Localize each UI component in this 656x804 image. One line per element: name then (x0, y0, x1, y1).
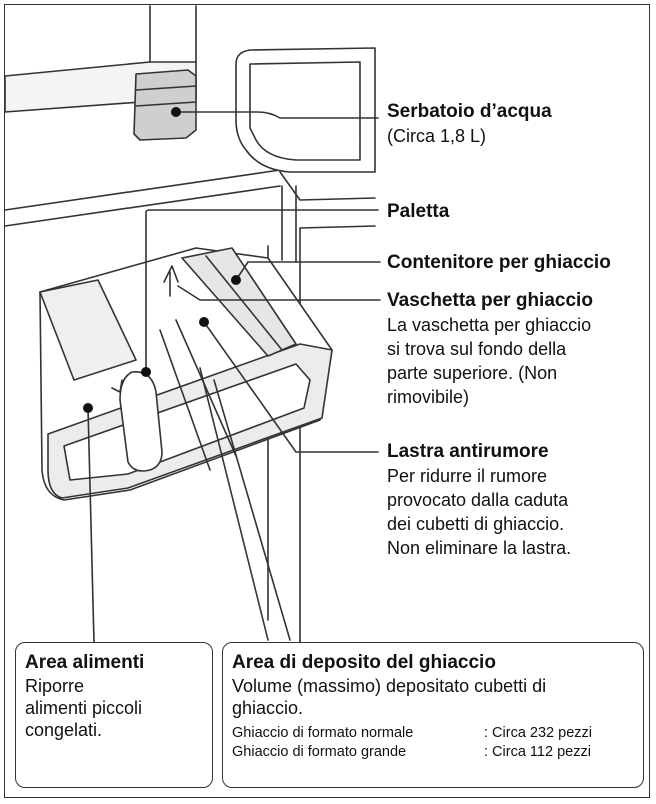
spec-row (232, 724, 634, 743)
lastra-title: Lastra antirumore (387, 441, 549, 462)
callout-area-alimenti (15, 642, 213, 788)
contenitore-title: Contenitore per ghiaccio (387, 252, 611, 273)
upper-door-frame (150, 6, 196, 62)
right-compartment (236, 48, 375, 172)
spec-label: Ghiaccio di formato normale (232, 725, 414, 741)
spec-value: : Circa 112 pezzi (484, 744, 591, 760)
paletta-title: Paletta (387, 201, 450, 222)
spec-row (232, 743, 634, 762)
lastra-desc: Per ridurre il rumore provocato dalla caduta dei cubetti di ghiaccio. Non eliminare la lastra. (387, 466, 572, 558)
back-wall-line (5, 170, 280, 226)
vaschetta-desc: La vaschetta per ghiaccio si trova sul fondo della parte superiore. (Non rimovibile) (387, 315, 592, 407)
spec-label: Ghiaccio di formato grande (232, 744, 407, 760)
vaschetta-title: Vaschetta per ghiaccio (387, 290, 593, 311)
label-serbatoio (387, 100, 552, 148)
deposito-title: Area di deposito del ghiaccio (232, 652, 496, 673)
deposito-desc: Volume (massimo) depositato cubetti di ghiaccio. (232, 676, 547, 718)
callout-area-deposito (222, 642, 644, 788)
spec-value: : Circa 232 pezzi (484, 725, 592, 741)
alimenti-desc: Riporre alimenti piccoli congelati. (25, 676, 143, 740)
label-paletta (387, 200, 449, 224)
serbatoio-title: Serbatoio d’acqua (387, 101, 552, 122)
serbatoio-desc: (Circa 1,8 L) (387, 126, 487, 146)
alimenti-title: Area alimenti (25, 652, 145, 673)
label-contenitore (387, 251, 611, 275)
label-vaschetta (387, 289, 593, 409)
label-lastra (387, 440, 571, 560)
side-rail (280, 172, 375, 262)
